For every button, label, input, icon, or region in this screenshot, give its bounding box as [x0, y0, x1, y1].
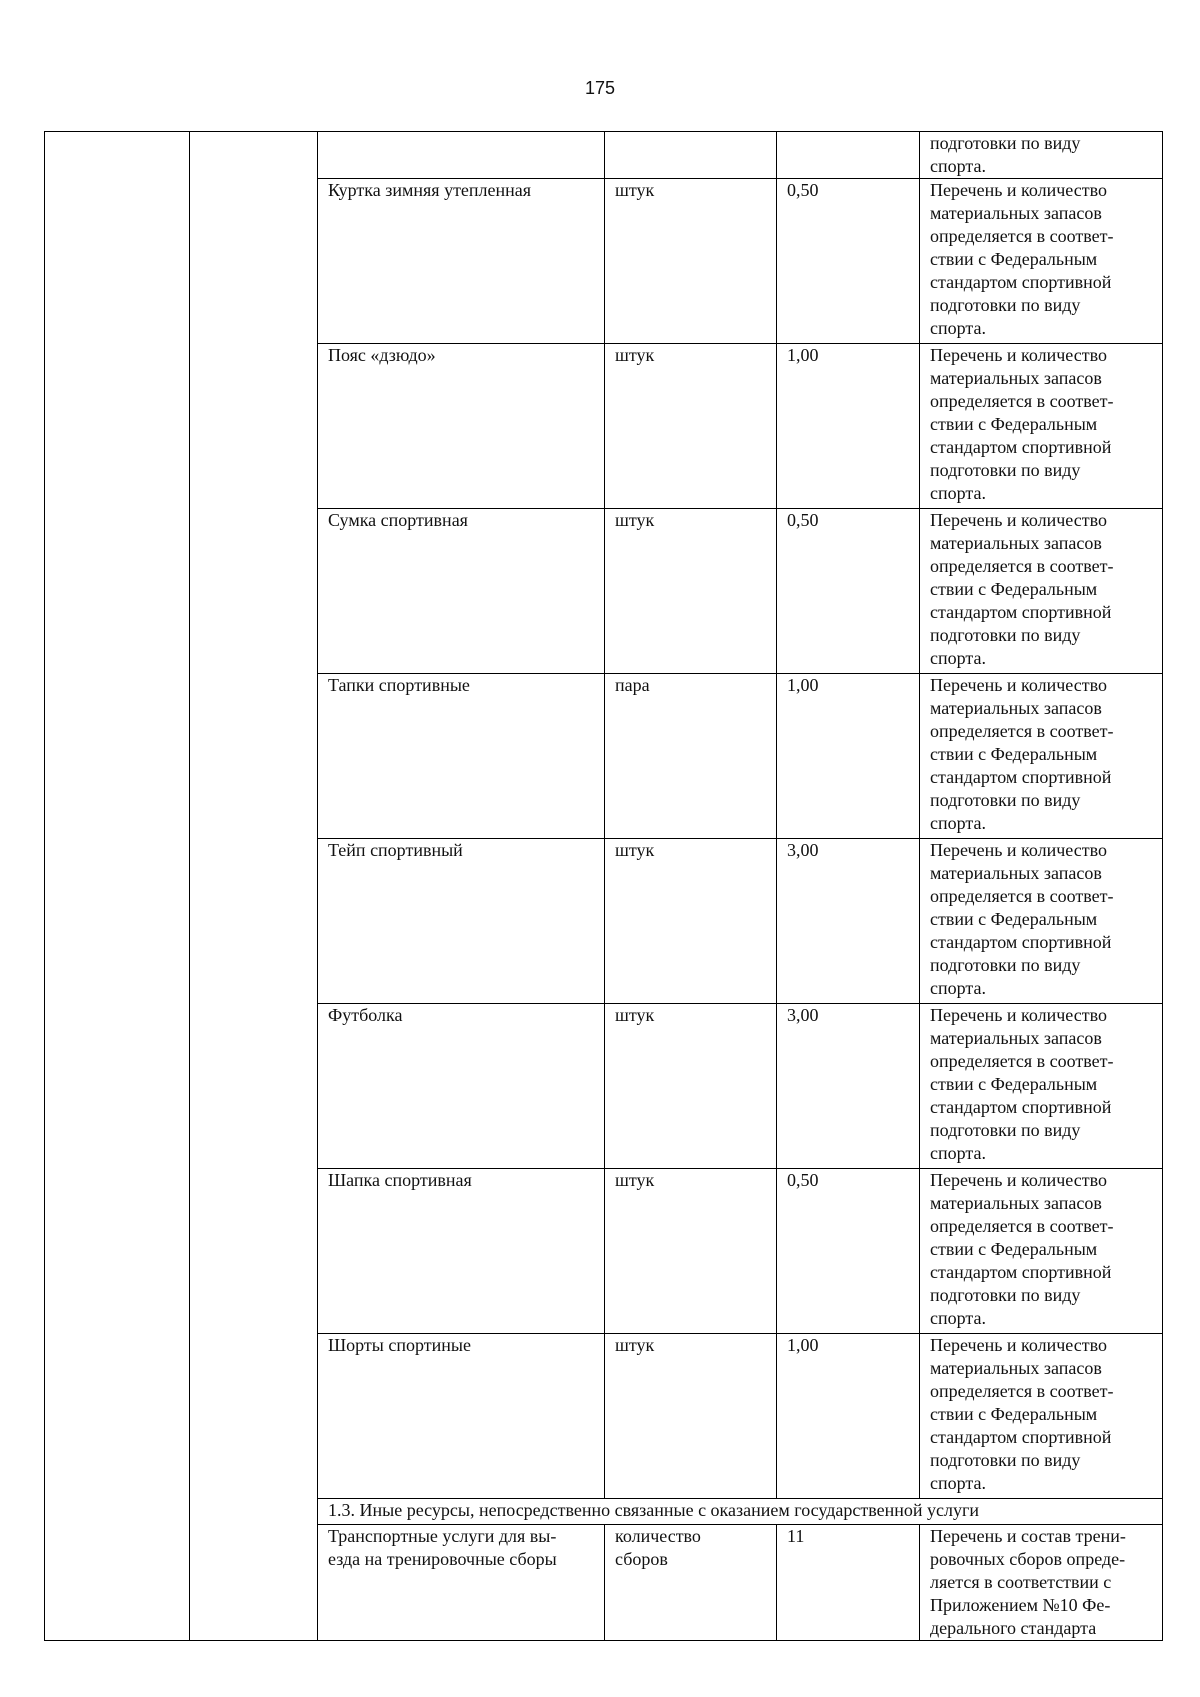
- item-qty-cell: 1,00: [777, 344, 920, 509]
- item-unit-cell: штук: [605, 1169, 777, 1334]
- item-unit-cell: количество сборов: [605, 1525, 777, 1641]
- item-note-cell: Перечень и количество материальных запасов определяется в соответ- ствии с Федеральным стандартом спортивной подготовки по виду спорта.: [920, 1334, 1163, 1499]
- item-name-cell: [318, 132, 605, 179]
- item-unit-cell: штук: [605, 509, 777, 674]
- item-qty-cell: 0,50: [777, 179, 920, 344]
- item-qty-cell: 3,00: [777, 1004, 920, 1169]
- item-name-cell: Шапка спортивная: [318, 1169, 605, 1334]
- item-note-cell: Перечень и количество материальных запасов определяется в соответ- ствии с Федеральным стандартом спортивной подготовки по виду спорта.: [920, 1169, 1163, 1334]
- item-qty-cell: 1,00: [777, 1334, 920, 1499]
- item-unit-cell: пара: [605, 674, 777, 839]
- item-name-cell: Транспортные услуги для вы- езда на тренировочные сборы: [318, 1525, 605, 1641]
- item-name-cell: Футболка: [318, 1004, 605, 1169]
- item-note-cell: Перечень и количество материальных запасов определяется в соответ- ствии с Федеральным стандартом спортивной подготовки по виду спорта.: [920, 674, 1163, 839]
- item-unit-cell: [605, 132, 777, 179]
- item-note-cell: Перечень и количество материальных запасов определяется в соответ- ствии с Федеральным стандартом спортивной подготовки по виду спорта.: [920, 344, 1163, 509]
- item-qty-cell: 1,00: [777, 674, 920, 839]
- item-note-cell: Перечень и количество материальных запасов определяется в соответ- ствии с Федеральным стандартом спортивной подготовки по виду спорта.: [920, 839, 1163, 1004]
- item-unit-cell: штук: [605, 839, 777, 1004]
- item-unit-cell: штук: [605, 1004, 777, 1169]
- item-qty-cell: 0,50: [777, 1169, 920, 1334]
- item-name-cell: Шорты спортиные: [318, 1334, 605, 1499]
- item-name-cell: Куртка зимняя утепленная: [318, 179, 605, 344]
- table-row: [45, 132, 1163, 179]
- item-name-cell: Тапки спортивные: [318, 674, 605, 839]
- item-note-cell: Перечень и количество материальных запасов определяется в соответ- ствии с Федеральным стандартом спортивной подготовки по виду спорта.: [920, 509, 1163, 674]
- resources-table: [44, 131, 1163, 1641]
- section-title: 1.3. Иные ресурсы, непосредственно связанные с оказанием государственной услуги: [318, 1499, 1163, 1525]
- item-note-cell: Перечень и количество материальных запасов определяется в соответ- ствии с Федеральным стандартом спортивной подготовки по виду спорта.: [920, 1004, 1163, 1169]
- item-note-cell: Перечень и состав трени- ровочных сборов опреде- ляется в соответствии с Приложением №10 Фе- дерального стандарта: [920, 1525, 1163, 1641]
- item-note-cell: подготовки по виду спорта.: [920, 132, 1163, 179]
- merged-column-2-cell: [190, 132, 318, 1641]
- item-unit-cell: штук: [605, 344, 777, 509]
- merged-column-1-cell: [45, 132, 190, 1641]
- item-qty-cell: [777, 132, 920, 179]
- item-note-cell: Перечень и количество материальных запасов определяется в соответ- ствии с Федеральным стандартом спортивной подготовки по виду спорта.: [920, 179, 1163, 344]
- item-name-cell: Сумка спортивная: [318, 509, 605, 674]
- item-qty-cell: 3,00: [777, 839, 920, 1004]
- item-qty-cell: 0,50: [777, 509, 920, 674]
- item-unit-cell: штук: [605, 1334, 777, 1499]
- page-number: 175: [584, 78, 616, 98]
- item-qty-cell: 11: [777, 1525, 920, 1641]
- item-unit-cell: штук: [605, 179, 777, 344]
- item-name-cell: Пояс «дзюдо»: [318, 344, 605, 509]
- item-name-cell: Тейп спортивный: [318, 839, 605, 1004]
